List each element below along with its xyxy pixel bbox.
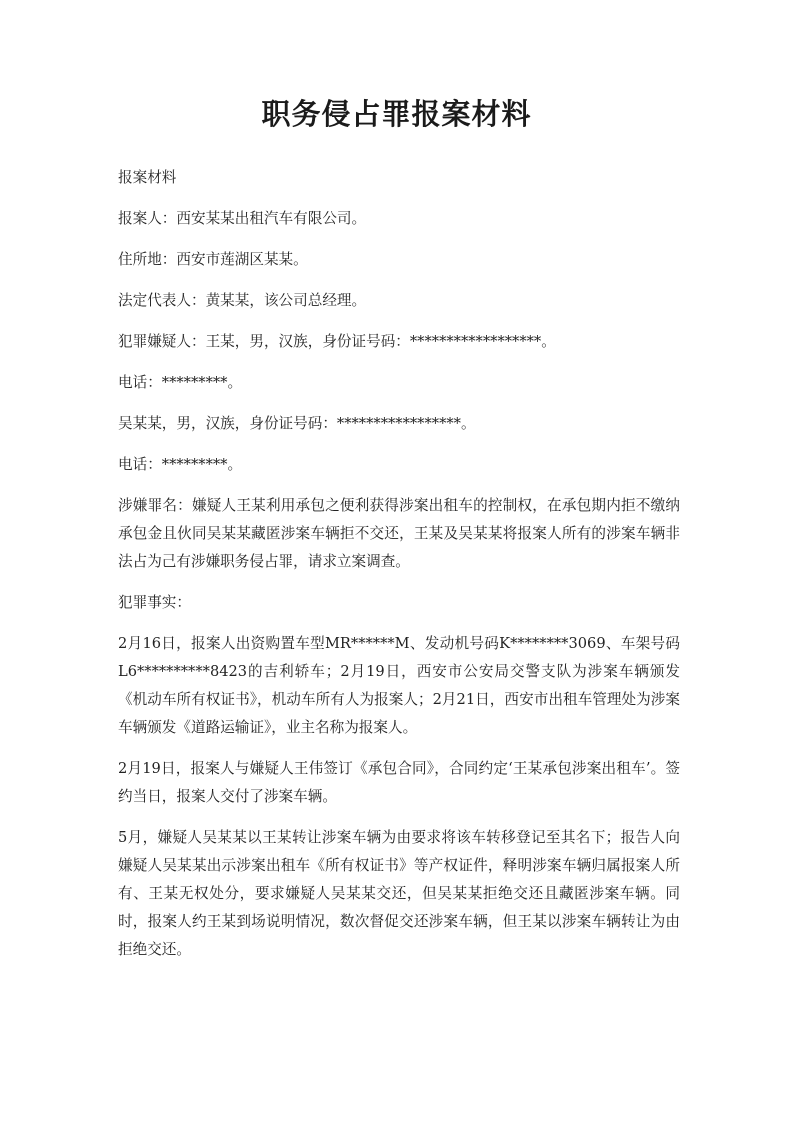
paragraph-address: 住所地：西安市莲湖区某某。 bbox=[118, 251, 308, 268]
paragraph-charge: 涉嫌罪名：嫌疑人王某利用承包之便利获得涉案出租车的控制权，在承包期内拒不缴纳承包金且伙同吴某某藏匿涉案车辆拒不交还，王某及吴某某将报案人所有的涉案车辆非法占为己有涉嫌职务侵占罪，请求立案调查。 bbox=[118, 497, 680, 570]
paragraph-legal-representative: 法定代表人：黄某某，该公司总经理。 bbox=[118, 292, 367, 309]
paragraph-fact-1: 2月16日，报案人出资购置车型MR******M、发动机号码K********3069、车架号码L6**********8423的吉利轿车；2月19日，西安市公安局交警支队为涉案车辆颁发《机动车所有权证书》，机动车所有人为报案人；2月21日，西安市出租车管理处为涉案车辆颁发《道路运输证》，业主名称为报案人。 bbox=[118, 635, 680, 736]
paragraph-suspect-1: 犯罪嫌疑人：王某，男，汉族，身份证号码：******************。 bbox=[118, 333, 556, 350]
paragraph-fact-3: 5月，嫌疑人吴某某以王某转让涉案车辆为由要求将该车转移登记至其名下；报告人向嫌疑人吴某某出示涉案出租车《所有权证书》等产权证件，释明涉案车辆归属报案人所有、王某无权处分，要求嫌疑人吴某某交还，但吴某某拒绝交还且藏匿涉案车辆。同时，报案人约王某到场说明情况，数次督促交还涉案车辆，但王某以涉案车辆转让为由拒绝交还。 bbox=[118, 829, 680, 958]
paragraph-phone-1: 电话：*********。 bbox=[118, 374, 243, 391]
paragraph-reporter: 报案人：西安某某出租汽车有限公司。 bbox=[118, 210, 367, 227]
paragraph-phone-2: 电话：*********。 bbox=[118, 456, 243, 473]
document-title: 职务侵占罪报案材料 bbox=[261, 97, 532, 131]
paragraph-fact-2: 2月19日，报案人与嫌疑人王伟签订《承包合同》，合同约定‘王某承包涉案出租车’。签约当日，报案人交付了涉案车辆。 bbox=[118, 760, 680, 805]
document-body bbox=[118, 164, 680, 977]
paragraph-facts-heading: 犯罪事实： bbox=[118, 594, 191, 611]
paragraph-heading: 报案材料 bbox=[118, 169, 177, 186]
paragraph-suspect-2: 吴某某，男，汉族，身份证号码：*****************。 bbox=[118, 415, 476, 432]
